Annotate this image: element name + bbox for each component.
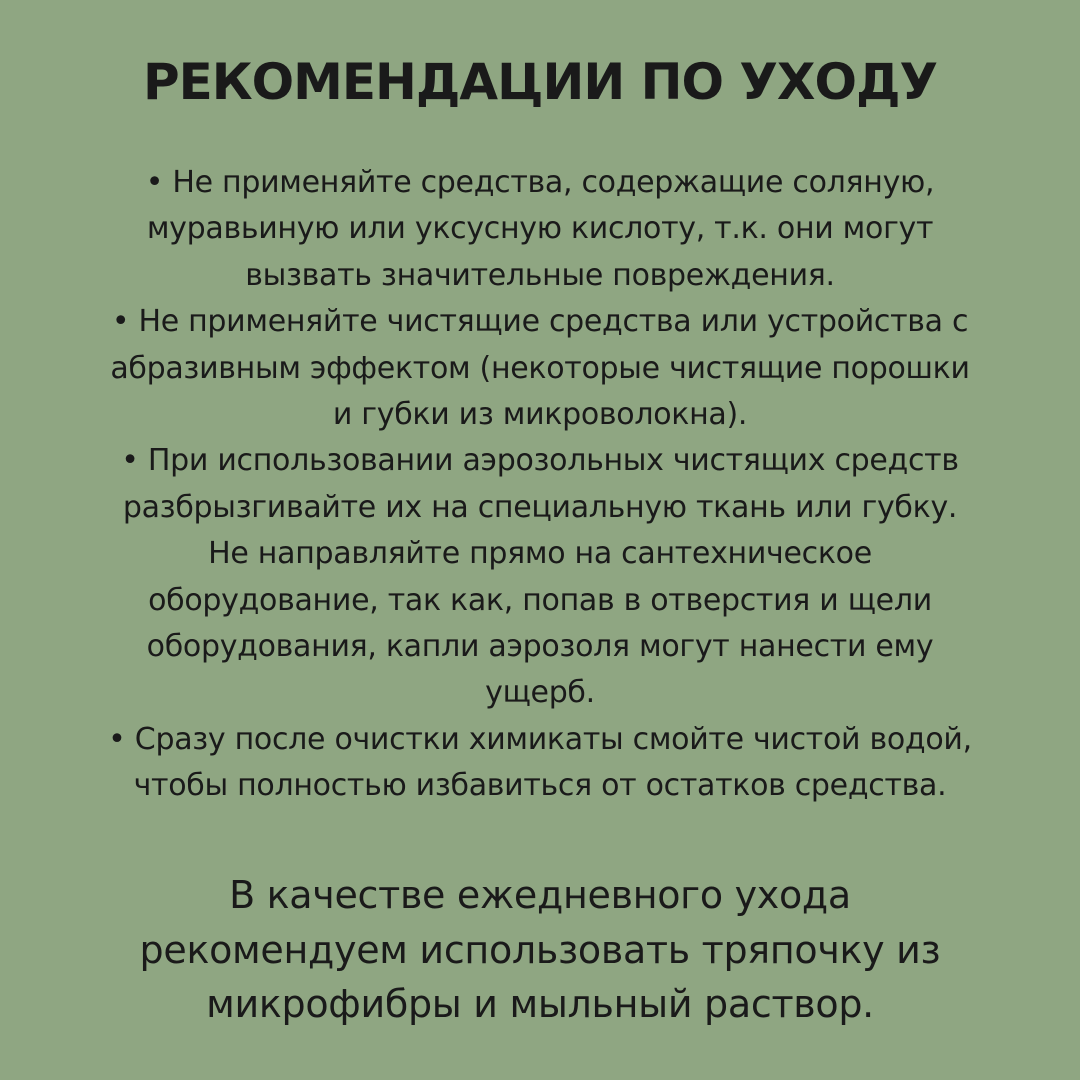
recommendation-line: чтобы полностью избавиться от остатков средства.: [133, 768, 947, 804]
recommendation-line: • Не применяйте чистящие средства или устройства с: [111, 304, 969, 340]
recommendation-line: • При использовании аэрозольных чистящих средств: [121, 443, 959, 479]
daily-care-line: рекомендуем использовать тряпочку из: [139, 927, 941, 972]
daily-care-line: микрофибры и мыльный раствор.: [206, 982, 874, 1026]
recommendation-acids: [30, 160, 1050, 299]
recommendation-line: и губки из микроволокна).: [332, 397, 748, 433]
recommendation-line: разбрызгивайте их на специальную ткань или губку.: [122, 489, 958, 525]
recommendation-line: оборудование, так как, попав в отверстия и щели: [148, 582, 932, 618]
recommendation-line: • Сразу после очистки химикаты смойте чистой водой,: [108, 721, 972, 757]
recommendation-rinse: [30, 717, 1050, 810]
daily-care-line: В качестве ежедневного ухода: [229, 873, 851, 917]
recommendation-line: вызвать значительные повреждения.: [245, 257, 835, 293]
recommendation-line: ущерб.: [485, 675, 595, 711]
recommendation-line: муравьиную или уксусную кислоту, т.к. они могут: [146, 211, 934, 247]
recommendations-list: [30, 160, 1050, 810]
recommendation-line: • Не применяйте средства, содержащие соляную,: [145, 165, 935, 200]
page-title: РЕКОМЕНДАЦИИ ПО УХОДУ: [142, 53, 938, 111]
recommendation-line: оборудования, капли аэрозоля могут нанести ему: [146, 629, 934, 665]
recommendation-abrasives: [30, 299, 1050, 438]
daily-care-note: [40, 868, 1040, 1032]
recommendation-line: абразивным эффектом (некоторые чистящие порошки: [110, 350, 970, 386]
recommendation-line: Не направляйте прямо на сантехническое: [208, 536, 872, 572]
recommendation-aerosols: [30, 438, 1050, 716]
